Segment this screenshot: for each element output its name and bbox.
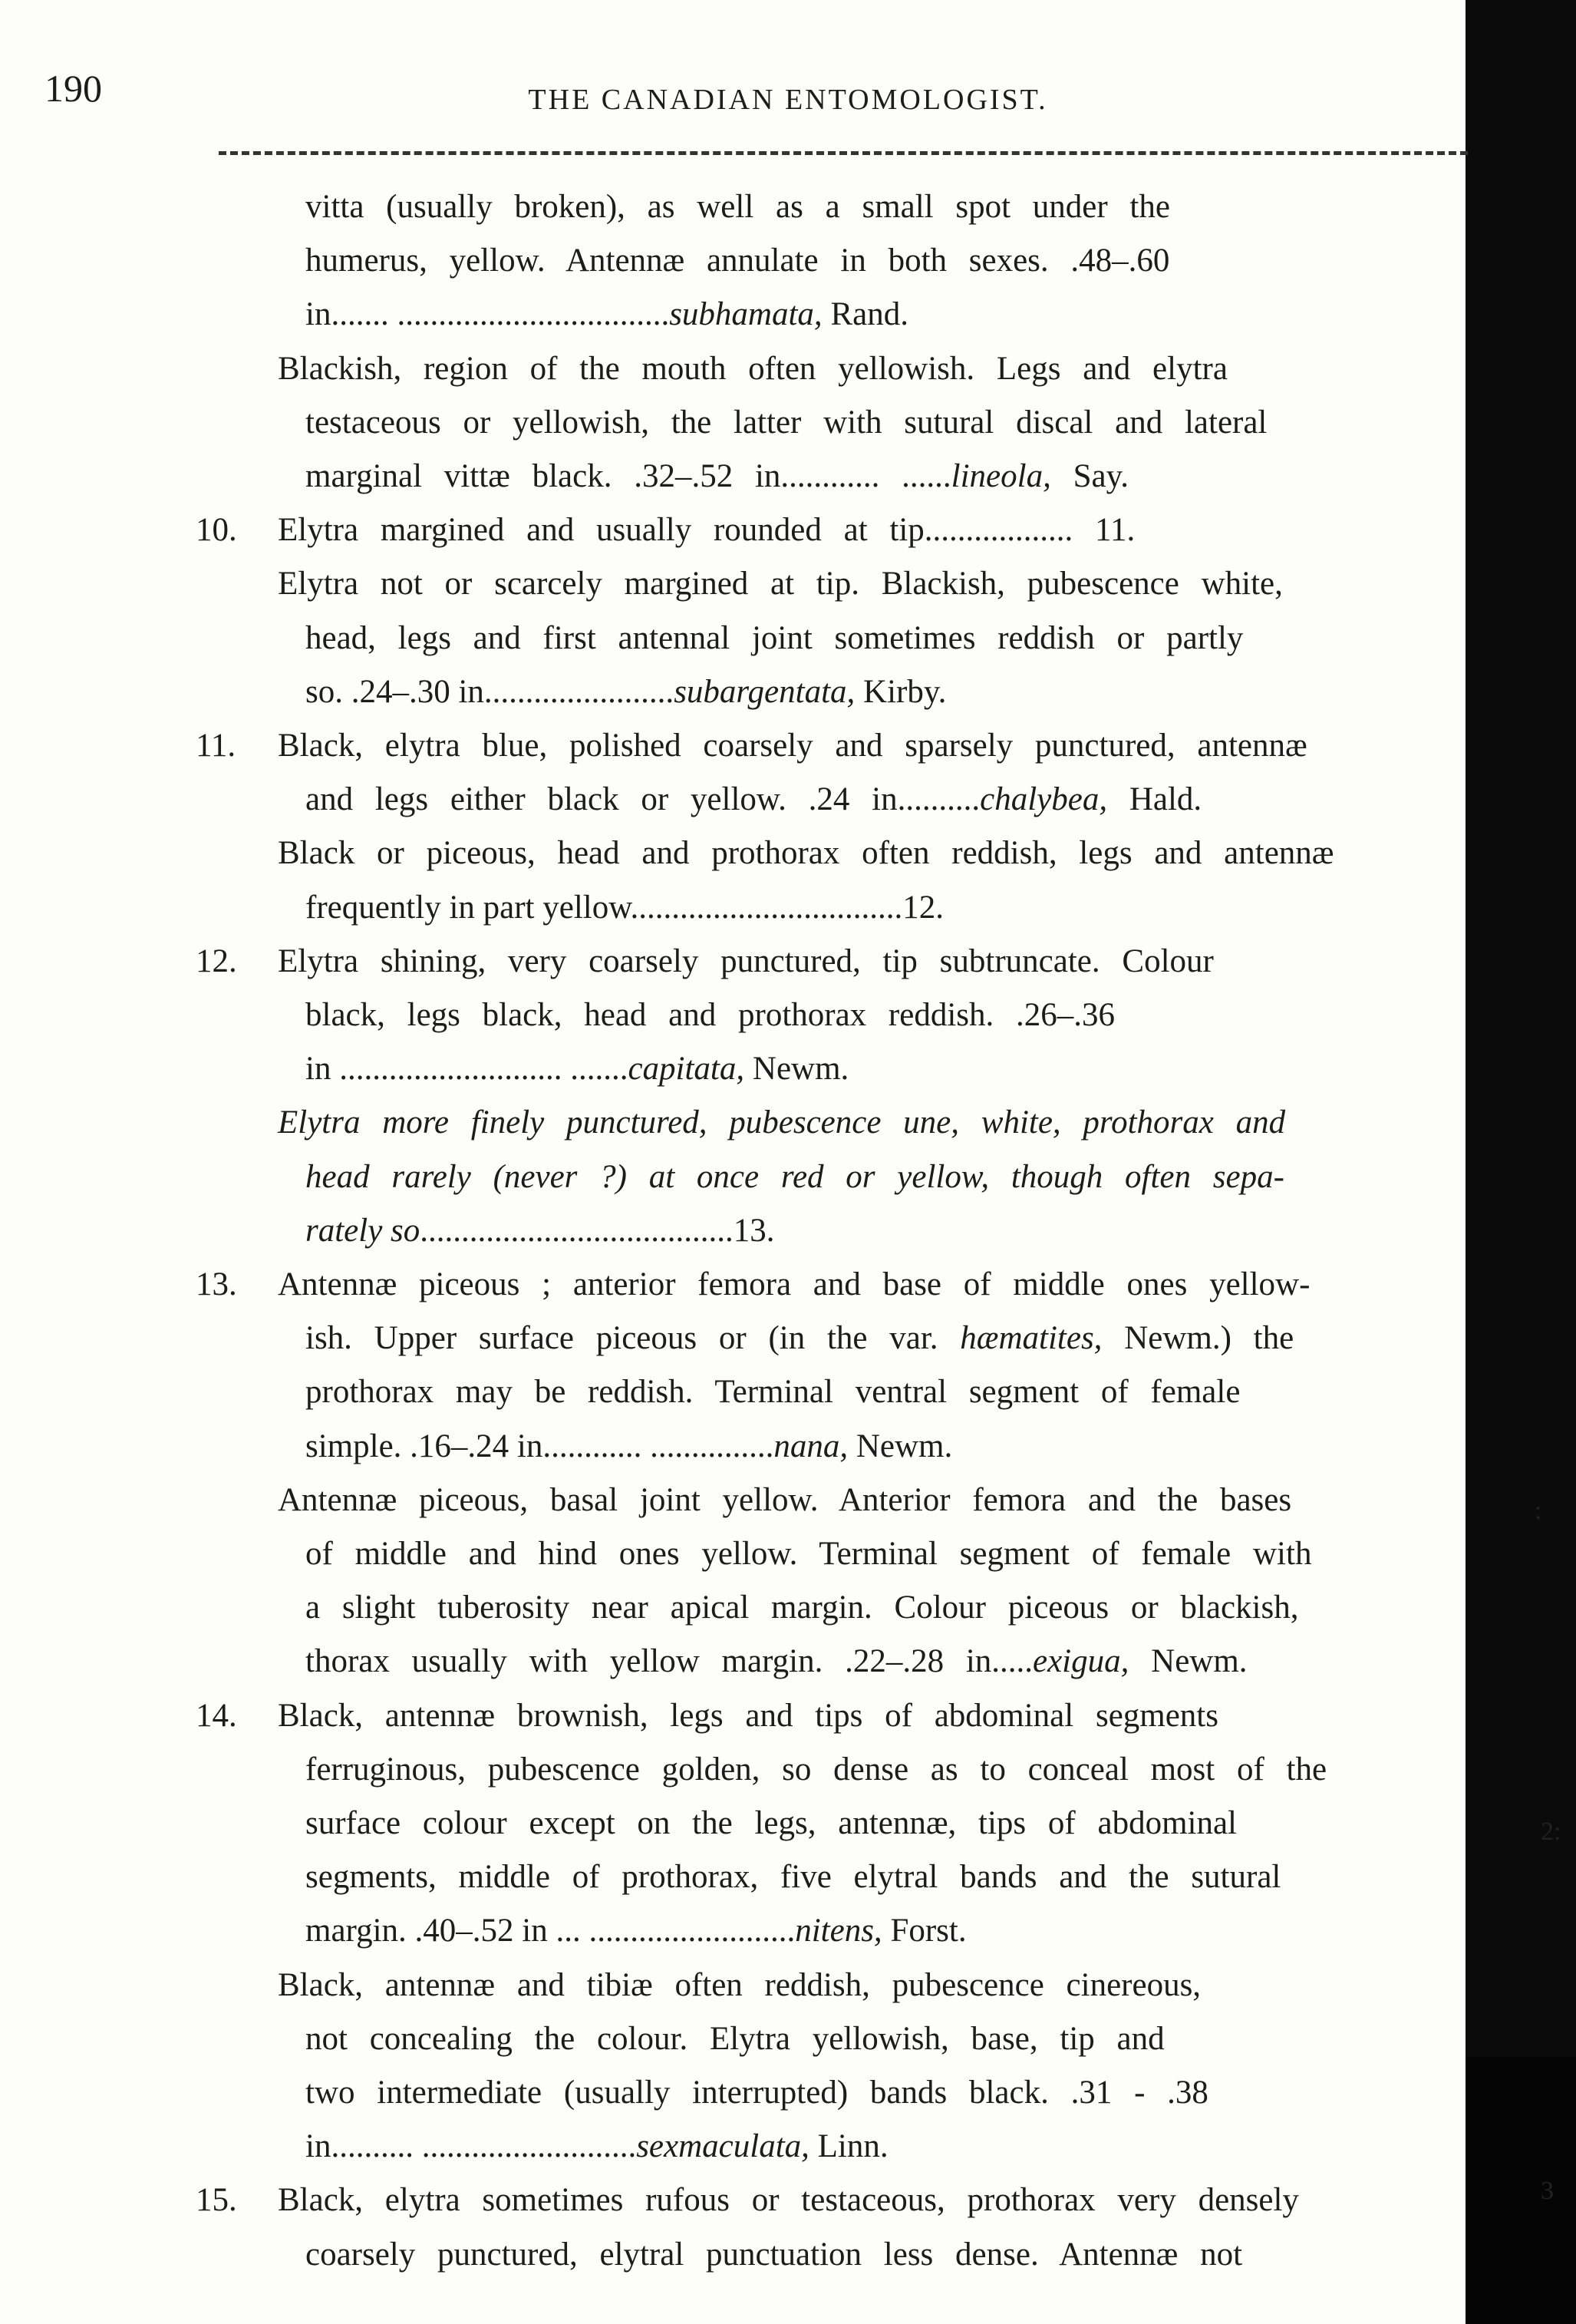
key-line [305, 1537, 1311, 1570]
couplet-number: 15. [196, 2182, 237, 2218]
line-text: Black or piceous, head and prothorax often reddish, legs and antennæ [278, 835, 1334, 871]
key-line [278, 729, 1307, 762]
line-text: Elytra not or scarcely margined at tip. Blackish, pubescence white, [278, 566, 1283, 602]
line-text: ferruginous, pubescence golden, so dense as to conceal most of the [305, 1751, 1327, 1788]
line-text: Elytra margined and usually rounded at tip.................. 11. [278, 512, 1136, 548]
species-name: exigua, [1033, 1643, 1129, 1679]
key-line [305, 1375, 1240, 1408]
line-text: testaceous or yellowish, the latter with sutural discal and lateral [305, 404, 1268, 441]
key-line [305, 999, 1115, 1032]
line-text: prothorax may be reddish. Terminal ventral segment of female [305, 1374, 1241, 1410]
line-text: Black, antennæ and tibiæ often reddish, pubescence cinereous, [278, 1967, 1202, 2003]
line-text: ish. Upper surface piceous or (in the var. [305, 1320, 938, 1356]
line-text: Black, antennæ brownish, legs and tips of abdominal segments [278, 1698, 1218, 1734]
key-line [305, 244, 1169, 277]
line-text: segments, middle of prothorax, five elytral bands and the sutural [305, 1859, 1281, 1895]
species-name: chalybea, [980, 781, 1108, 817]
key-line [278, 1484, 1291, 1517]
line-text: in.......... .......................... [305, 2128, 637, 2164]
line-text: so. .24–.30 in....................... [305, 674, 674, 710]
line-text: margin. .40–.52 in ... ......................... [305, 1913, 796, 1949]
key-line [305, 1430, 952, 1463]
author-name: ......................................13. [420, 1213, 775, 1249]
line-text: coarsely punctured, elytral punctuation less dense. Antennæ not [305, 2237, 1243, 2273]
line-text: head, legs and first antennal joint sometimes reddish or partly [305, 620, 1244, 656]
key-line [278, 352, 1228, 385]
scan-edge-shadow [1466, 0, 1576, 2324]
key-line [278, 2184, 1299, 2217]
species-name: hæmatites, [938, 1320, 1103, 1356]
line-text: frequently in part yellow.................................12. [305, 890, 944, 926]
couplet-number: 12. [196, 943, 237, 979]
couplet-number: 14. [196, 1698, 237, 1734]
line-text: simple. .16–.24 in............ ............... [305, 1428, 774, 1464]
author-name: Newm.) the [1102, 1320, 1294, 1356]
species-name: lineola, [951, 458, 1051, 494]
species-name: Elytra more finely punctured, pubescence une, white, prothorax and [278, 1104, 1286, 1141]
line-text: Black, elytra blue, polished coarsely and sparsely punctured, antennæ [278, 728, 1307, 764]
key-line [305, 298, 908, 331]
couplet-number: 10. [196, 512, 237, 548]
margin-mark-colon: : [1535, 1497, 1542, 1525]
key-line [305, 891, 944, 924]
author-name: Forst. [882, 1913, 967, 1949]
species-name: head rarely (never ?) at once red or yellow, though often sepa- [305, 1159, 1284, 1195]
key-line [305, 675, 946, 708]
species-name: capitata, [628, 1051, 745, 1087]
author-name: Kirby. [855, 674, 947, 710]
line-text: Black, elytra sometimes rufous or testaceous, prothorax very densely [278, 2182, 1299, 2218]
key-line [305, 1753, 1327, 1786]
key-line [305, 2130, 889, 2163]
species-name: nitens, [795, 1913, 882, 1949]
key-line [305, 2076, 1208, 2109]
margin-mark-upper: 2: [1541, 1817, 1561, 1846]
key-line [305, 1052, 849, 1085]
key-line [278, 1268, 1310, 1301]
author-name: Newm. [848, 1428, 953, 1464]
line-text: in....... ................................. [305, 296, 670, 332]
key-line [305, 406, 1267, 439]
key-line [278, 1699, 1218, 1732]
key-line [305, 190, 1170, 223]
line-text: in ........................... ....... [305, 1051, 628, 1087]
key-line [305, 1214, 775, 1247]
line-text: Blackish, region of the mouth often yellowish. Legs and elytra [278, 351, 1228, 387]
line-text: and legs either black or yellow. .24 in.......... [305, 781, 981, 817]
line-text: thorax usually with yellow margin. .22–.28 in..... [305, 1643, 1034, 1679]
line-text: Antennæ piceous, basal joint yellow. Anterior femora and the bases [278, 1482, 1292, 1518]
line-text: humerus, yellow. Antennæ annulate in both sexes. .48–.60 [305, 243, 1170, 279]
author-name: Hald. [1107, 781, 1202, 817]
key-line [305, 783, 1202, 816]
species-name: rately so [305, 1213, 420, 1249]
key-line [305, 1591, 1298, 1624]
couplet-number: 11. [196, 728, 236, 764]
species-name: nana, [773, 1428, 849, 1464]
author-name: Newm. [1129, 1643, 1248, 1679]
key-line [278, 945, 1214, 978]
line-text: Elytra shining, very coarsely punctured, tip subtruncate. Colour [278, 943, 1214, 979]
author-name: Newm. [744, 1051, 849, 1087]
line-text: a slight tuberosity near apical margin. Colour piceous or blackish, [305, 1589, 1299, 1626]
scan-edge-shadow-lower [1466, 2057, 1576, 2324]
key-line [305, 2022, 1165, 2055]
line-text: Antennæ piceous ; anterior femora and base of middle ones yellow- [278, 1266, 1311, 1302]
line-text: surface colour except on the legs, antennæ, tips of abdominal [305, 1805, 1237, 1841]
author-name: Rand. [822, 296, 908, 332]
key-line [278, 1969, 1201, 2002]
key-line [305, 622, 1243, 655]
species-name: subhamata, [669, 296, 823, 332]
margin-mark-lower: 3 [1541, 2177, 1554, 2205]
key-line [305, 1322, 1294, 1355]
key-line [278, 837, 1334, 870]
line-text: black, legs black, head and prothorax reddish. .26–.36 [305, 997, 1116, 1033]
key-line [278, 1106, 1285, 1139]
key-line [305, 1160, 1284, 1193]
running-title: THE CANADIAN ENTOMOLOGIST. [528, 84, 1048, 116]
line-text: vitta (usually broken), as well as a small spot under the [305, 189, 1170, 225]
line-text: marginal vittæ black. .32–.52 in............ ...... [305, 458, 951, 494]
line-text: two intermediate (usually interrupted) bands black. .31 - .38 [305, 2075, 1208, 2111]
line-text: not concealing the colour. Elytra yellowish, base, tip and [305, 2021, 1165, 2057]
key-line [305, 1860, 1281, 1893]
key-line [278, 513, 1135, 546]
author-name: Say. [1050, 458, 1129, 494]
key-line [305, 460, 1129, 493]
species-name: subargentata, [674, 674, 856, 710]
species-name: sexmaculata, [636, 2128, 809, 2164]
author-name: Linn. [809, 2128, 889, 2164]
key-line [305, 1914, 967, 1947]
key-line [278, 567, 1283, 600]
key-line [305, 1807, 1237, 1840]
header-rule [219, 151, 1468, 155]
couplet-number: 13. [196, 1266, 237, 1302]
key-line [305, 1645, 1248, 1678]
key-line [305, 2238, 1242, 2271]
line-text: of middle and hind ones yellow. Terminal segment of female with [305, 1536, 1312, 1572]
page-number: 190 [45, 67, 102, 110]
